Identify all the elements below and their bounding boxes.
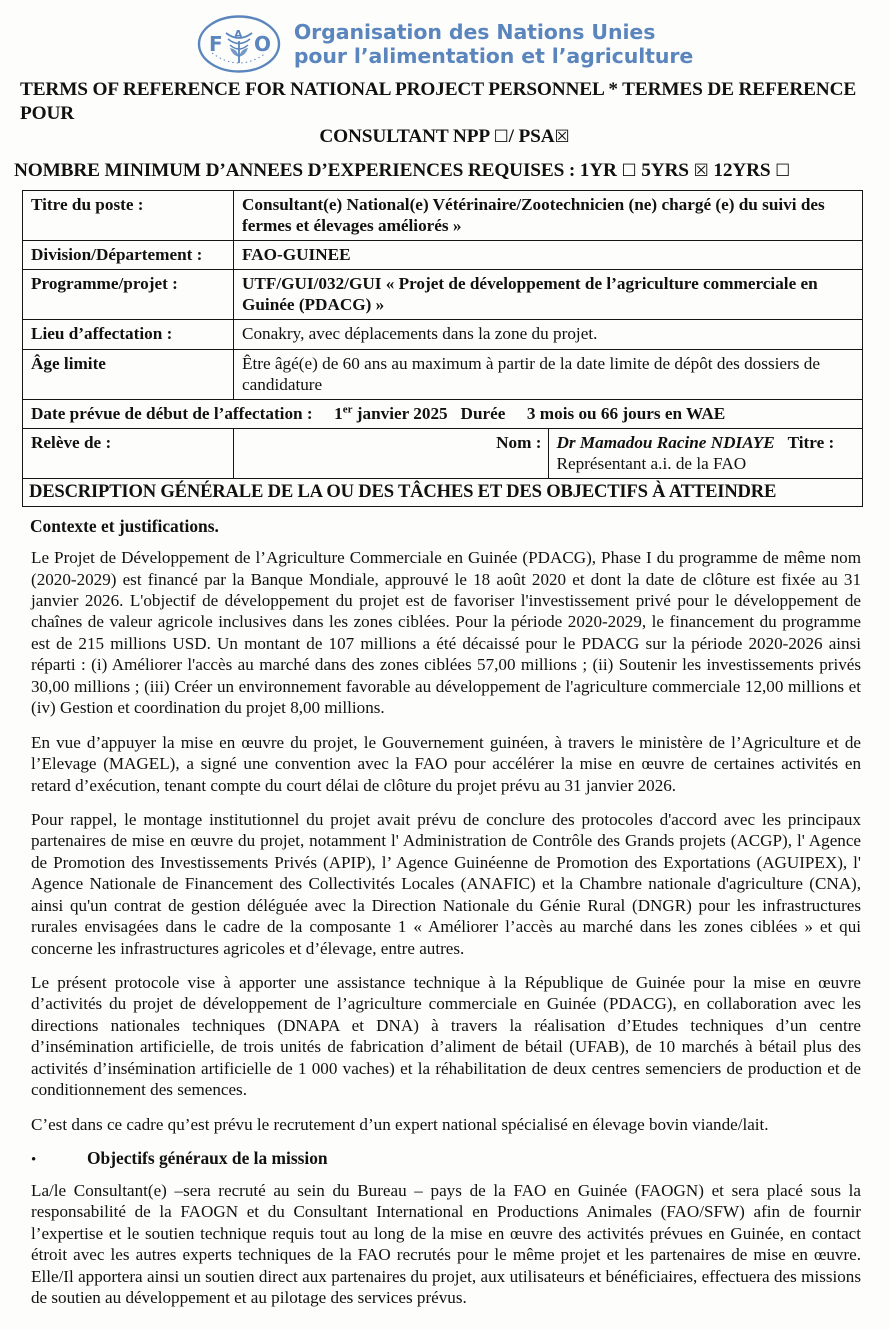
table-row-releve-de [23, 429, 863, 479]
consultant-type-prefix: CONSULTANT NPP [319, 126, 494, 148]
row-label-date-debut: Date prévue de début de l’affectation : [31, 403, 313, 423]
position-info-table [22, 190, 863, 480]
bullet-icon: • [31, 1152, 37, 1169]
date-row-cell [23, 399, 863, 428]
section-banner-description: DESCRIPTION GÉNÉRALE DE LA OU DES TÂCHES ET DES OBJECTIFS À ATTEINDRE [22, 479, 863, 507]
table-row-programme [23, 270, 863, 320]
fao-wordmark-line2: pour l’alimentation et l’agriculture [293, 44, 694, 68]
experience-5yrs-label: 5YRS [641, 159, 689, 181]
paragraph-recrutement-expert: C’est dans ce cadre qu’est prévu le recrutement d’un expert national spécialisé en élevage bovin viande/lait. [31, 1114, 769, 1134]
svg-text:F: F [208, 32, 223, 56]
duration-label: Durée [460, 403, 506, 423]
row-label-titre-du-poste: Titre du poste : [23, 190, 234, 240]
document-title [0, 76, 889, 149]
start-date-ordinal: er [342, 403, 353, 416]
fao-wordmark-line1: Organisation des Nations Unies [293, 19, 656, 44]
row-label-age-limite: Âge limite [23, 349, 234, 399]
row-label-releve-de [23, 429, 234, 479]
experience-12yrs-label: 12YRS [713, 159, 771, 181]
start-date-month-year: janvier 2025 [352, 403, 448, 423]
psa-checkbox[interactable]: ☒ [554, 127, 570, 148]
row-label-division: Division/Département : [23, 240, 234, 269]
table-row-age-limite [23, 349, 863, 399]
experience-5yrs-checked-box[interactable]: ☒ [693, 160, 709, 181]
heading-objectifs-generaux-label: Objectifs généraux de la mission [87, 1148, 328, 1169]
document-body [22, 507, 863, 1308]
supervisor-title-value: Représentant a.i. de la FAO [556, 454, 747, 474]
fao-logo [196, 13, 282, 75]
consultant-type-middle: / PSA [508, 126, 555, 148]
letterhead [0, 0, 889, 76]
supervisor-title-label: Titre : [787, 433, 835, 452]
duration-value: 3 mois ou 66 jours en WAE [526, 403, 726, 423]
supervisor-name-value: Dr Mamadou Racine NDIAYE [556, 433, 775, 452]
npp-checkbox[interactable]: ☐ [493, 127, 509, 148]
paragraph-objectifs-generaux: La/le Consultant(e) –sera recruté au sein du Bureau – pays de la FAO en Guinée (FAOGN) et sera placé sous la responsabilité de la FAOGN et du Consultant International en Productions Animales (FAO/SFW) afin de fournir l’expertise et le soutien technique requis tout au long de la mise en œuvre des activités prévues en Guinée, en contact étroit avec les autres experts techniques de la FAO recrutés pour le même projet et les partenaires de mise en œuvre. Elle/Il apportera ainsi un soutien direct aux partenaires du projet, aux utilisateurs et bénéficiaires, effectuera des missions de soutien au développement et au pilotage des services prévus. [31, 1180, 861, 1308]
document-title-line2 [6, 125, 883, 149]
table-row-division [23, 240, 863, 269]
start-date-number: 1 [334, 403, 343, 423]
row-value-lieu: Conakry, avec déplacements dans la zone du projet. [234, 320, 863, 349]
heading-contexte-et-justifications: Contexte et justifications. [30, 516, 219, 537]
paragraph-convention-gouvernement: En vue d’appuyer la mise en œuvre du projet, le Gouvernement guinéen, à travers le ministère de l’Agriculture et de l’Elevage (MAGEL), a signé une convention avec la FAO pour accélérer la mise en œuvre de certaines activités en retard d’exécution, tenant compte du court délai de clôture du projet prévu au 31 janvier 2026. [31, 732, 861, 795]
paragraph-protocole-assistance-technique: Le présent protocole vise à apporter une assistance technique à la République de Guinée pour la mise en œuvre d’activités du projet de développement de l’agriculture commerciale en Guinée (PDACG), en collaboration avec les directions nationales techniques (DNAPA et DNA) à travers la réalisation d’Etudes techniques d’un centre d’insémination artificielle, de trois unités de fabrication d’aliment de bétail (UFAB), de 10 marchés à bétail plus des activités d’insémination artificielle de 1 000 vaches) et la réhabilitation de deux centres semenciers de production et de conditionnement des semences. [31, 973, 861, 1100]
svg-text:O: O [253, 32, 271, 56]
table-row-lieu [23, 320, 863, 349]
heading-objectifs-generaux [22, 1148, 863, 1170]
document-title-line1: TERMS OF REFERENCE FOR NATIONAL PROJECT PERSONNEL * TERMES DE REFERENCE POUR [20, 79, 857, 124]
supervisor-name-cell [548, 429, 863, 479]
releve-de-text: Relève de : [31, 433, 112, 452]
supervisor-name-label: Nom : [234, 429, 549, 479]
experience-12yrs-checkbox[interactable]: ☐ [775, 160, 791, 181]
start-date-value [334, 404, 448, 423]
experience-5yrs-checkbox[interactable]: ☐ [621, 160, 637, 181]
row-value-division: FAO-GUINEE [234, 240, 863, 269]
table-row-titre-du-poste [23, 190, 863, 240]
paragraph-montage-institutionnel: Pour rappel, le montage institutionnel du projet avait prévu de conclure des protocoles d'accord avec les principaux partenaires de mise en œuvre du projet, notamment l' Administration de Contrôle des Grands projets (ACGP), l' Agence de Promotion des Investissements Privés (APIP), l’ Agence Guinéenne de Promotion des Exportations (AGUIPEX), l' Agence Nationale de Financement des Collectivités Locales (ANAFIC) et la Chambre nationale d'agriculture (CNA), ainsi qu'un contrat de gestion déléguée avec la Direction Nationale du Génie Rural (DNGR) pour les infrastructures rurales envisagées dans le cadre de la composante 1 « Améliorer l’accès au marché dans les zones ciblées » et qui concerne les infrastructures agricoles et d’élevage, entre autres. [31, 809, 861, 958]
row-label-programme: Programme/projet : [23, 270, 234, 320]
svg-text:A: A [233, 28, 243, 41]
minimum-experience-line [0, 149, 889, 190]
paragraph-projet-presentation: Le Projet de Développement de l’Agriculture Commerciale en Guinée (PDACG), Phase I du programme de même nom (2020-2029) est financé par la Banque Mondiale, approuvé le 18 août 2020 et dont la date de clôture est fixée au 31 janvier 2026. L'objectif de développement du projet est de favoriser l'investissement privé pour le développement de chaînes de valeur agricole inclusives dans les zones ciblées. Pour la période 2020-2029, le financement du programme est de 215 millions USD. Un montant de 107 millions a été décaissé pour le PDACG sur la période 2020-2026 ainsi réparti : (i) Améliorer l'accès au marché dans des zones ciblées 57,00 millions ; (ii) Soutenir les investissements privés 30,00 millions ; (iii) Créer un environnement favorable au développement de l'agriculture commerciale 12,00 millions et (iv) Gestion et coordination du projet 8,00 millions. [31, 548, 861, 718]
table-row-date-debut [23, 399, 863, 428]
fao-wordmark [294, 20, 693, 68]
row-value-programme: UTF/GUI/032/GUI « Projet de développement de l’agriculture commerciale en Guinée (PDACG) » [234, 270, 863, 320]
row-value-age-limite: Être âgé(e) de 60 ans au maximum à partir de la date limite de dépôt des dossiers de candidature [234, 349, 863, 399]
minimum-experience-label: NOMBRE MINIMUM D’ANNEES D’EXPERIENCES REQUISES : 1YR [14, 159, 617, 181]
row-label-lieu: Lieu d’affectation : [23, 320, 234, 349]
row-value-titre-du-poste: Consultant(e) National(e) Vétérinaire/Zootechnicien (ne) chargé (e) du suivi des fermes et élevages améliorés » [234, 190, 863, 240]
